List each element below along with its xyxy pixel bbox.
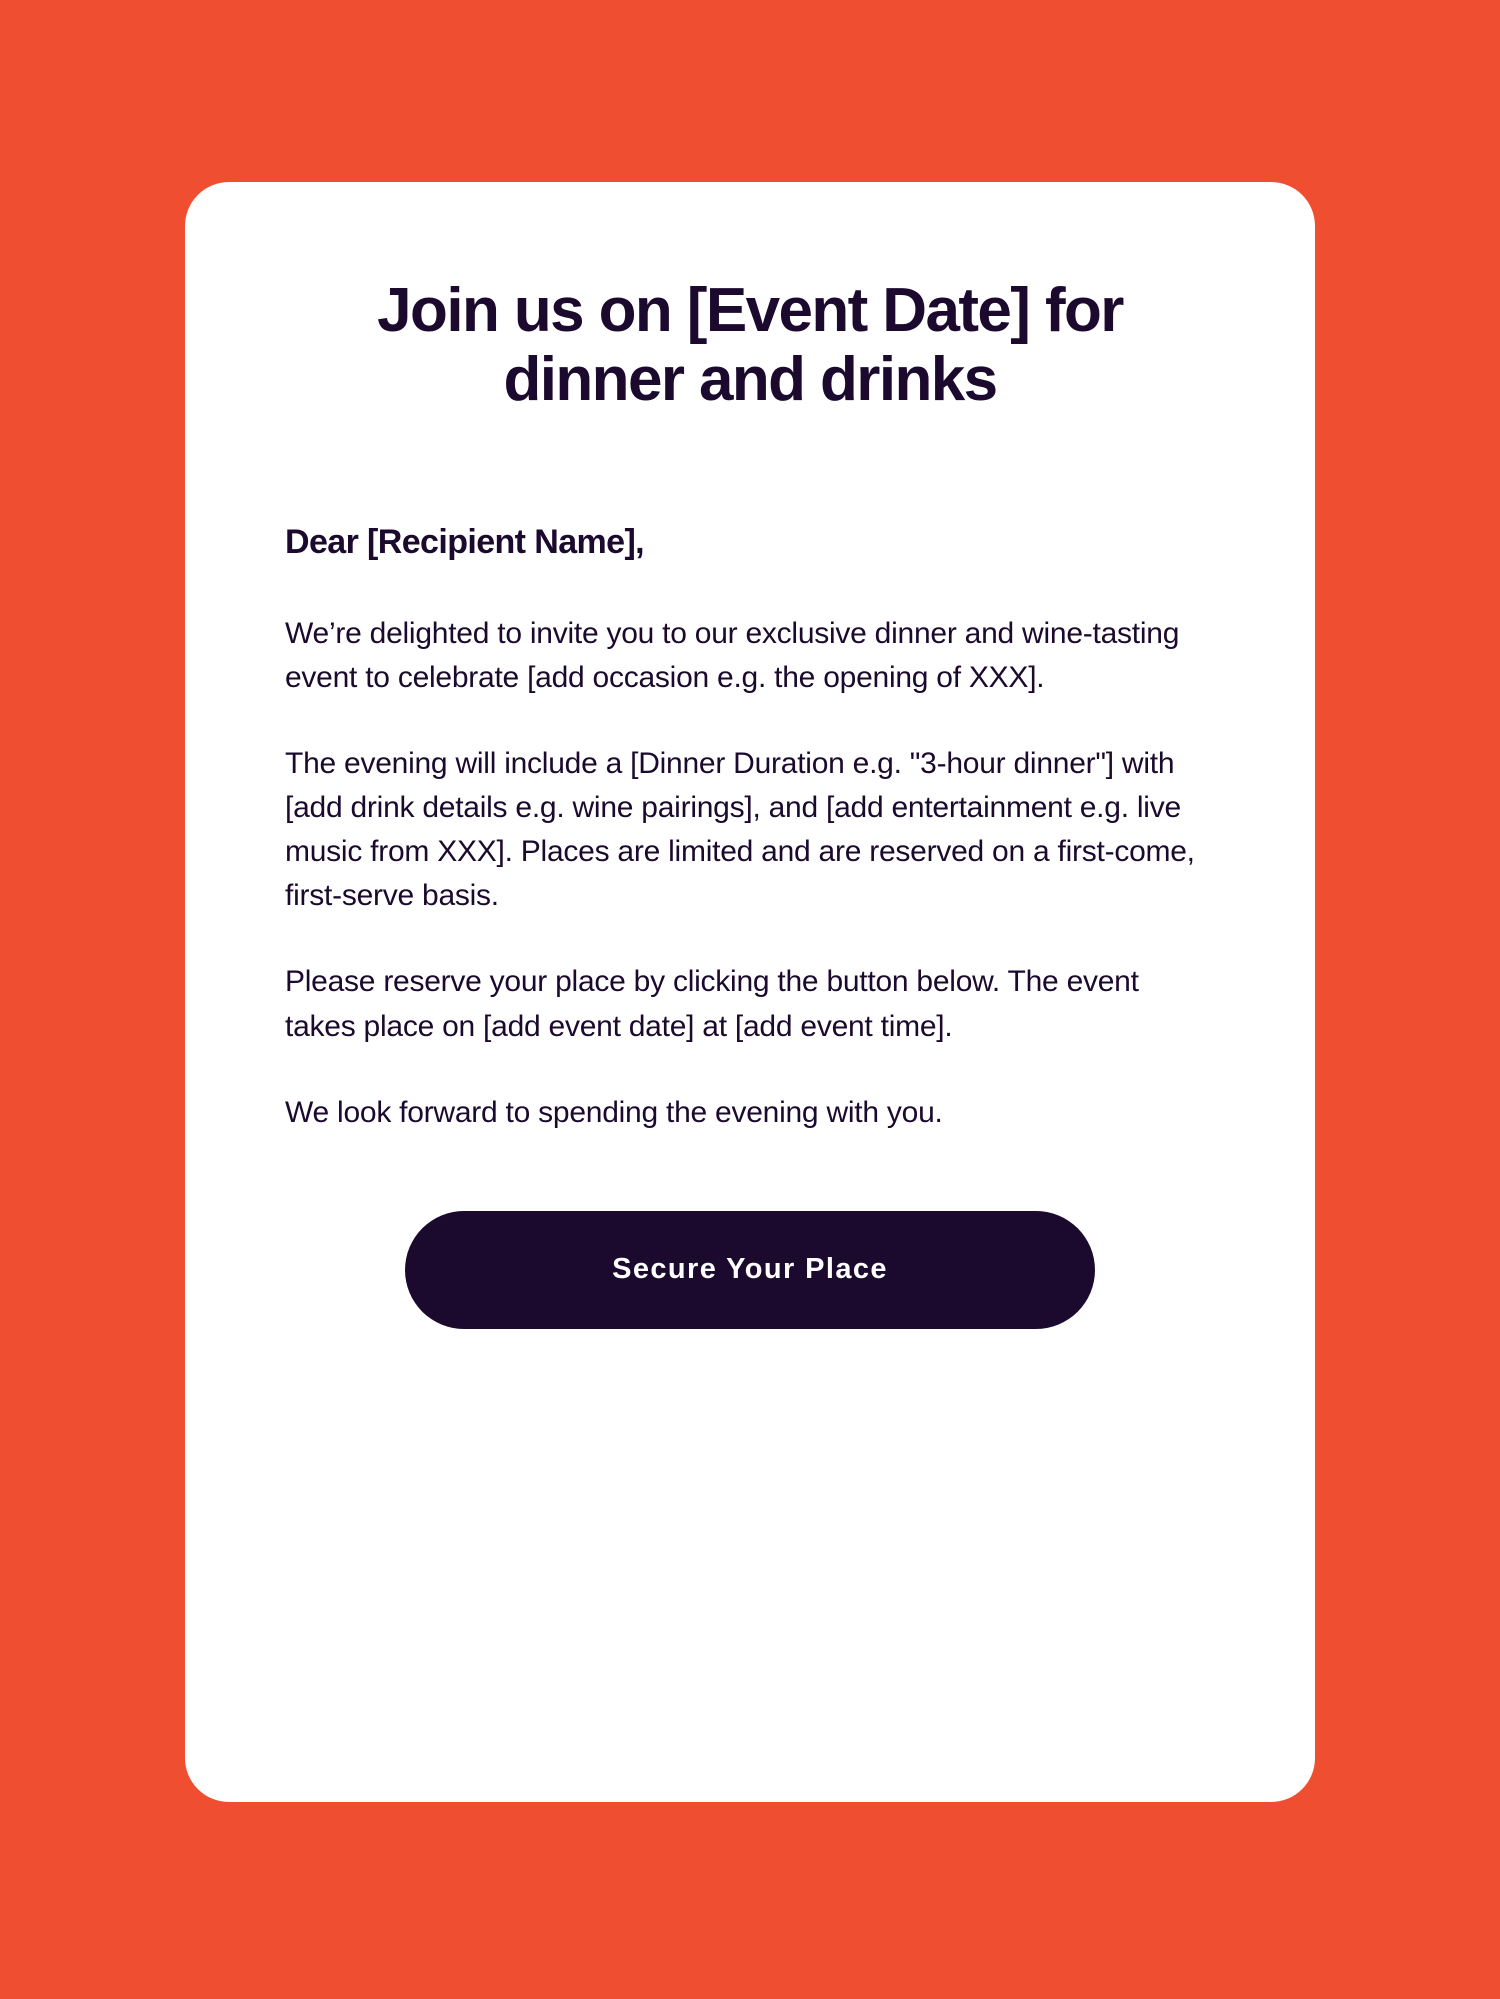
secure-your-place-button[interactable]: Secure Your Place <box>405 1211 1095 1329</box>
body-paragraph-1: We’re delighted to invite you to our exclusive dinner and wine-tasting event to celebrate [add occasion e.g. the opening of XXX]. <box>285 616 1180 694</box>
body-paragraph-4: We look forward to spending the evening with you. <box>285 1095 943 1129</box>
cta-container <box>285 1211 1215 1329</box>
body-paragraph-3: Please reserve your place by clicking the button below. The event takes place on [add event date] at [add event time]. <box>285 965 1139 1043</box>
page-title: Join us on [Event Date] for dinner and drinks <box>377 276 1123 415</box>
invitation-card <box>185 182 1315 1802</box>
body-paragraph-2: The evening will include a [Dinner Duration e.g. "3-hour dinner"] with [add drink details e.g. wine pairings], and [add entertainment e.g. live music from XXX]. Places are limited and are reserved on a first-come, first-serve basis. <box>285 747 1195 913</box>
salutation-text: Dear [Recipient Name], <box>285 522 645 561</box>
